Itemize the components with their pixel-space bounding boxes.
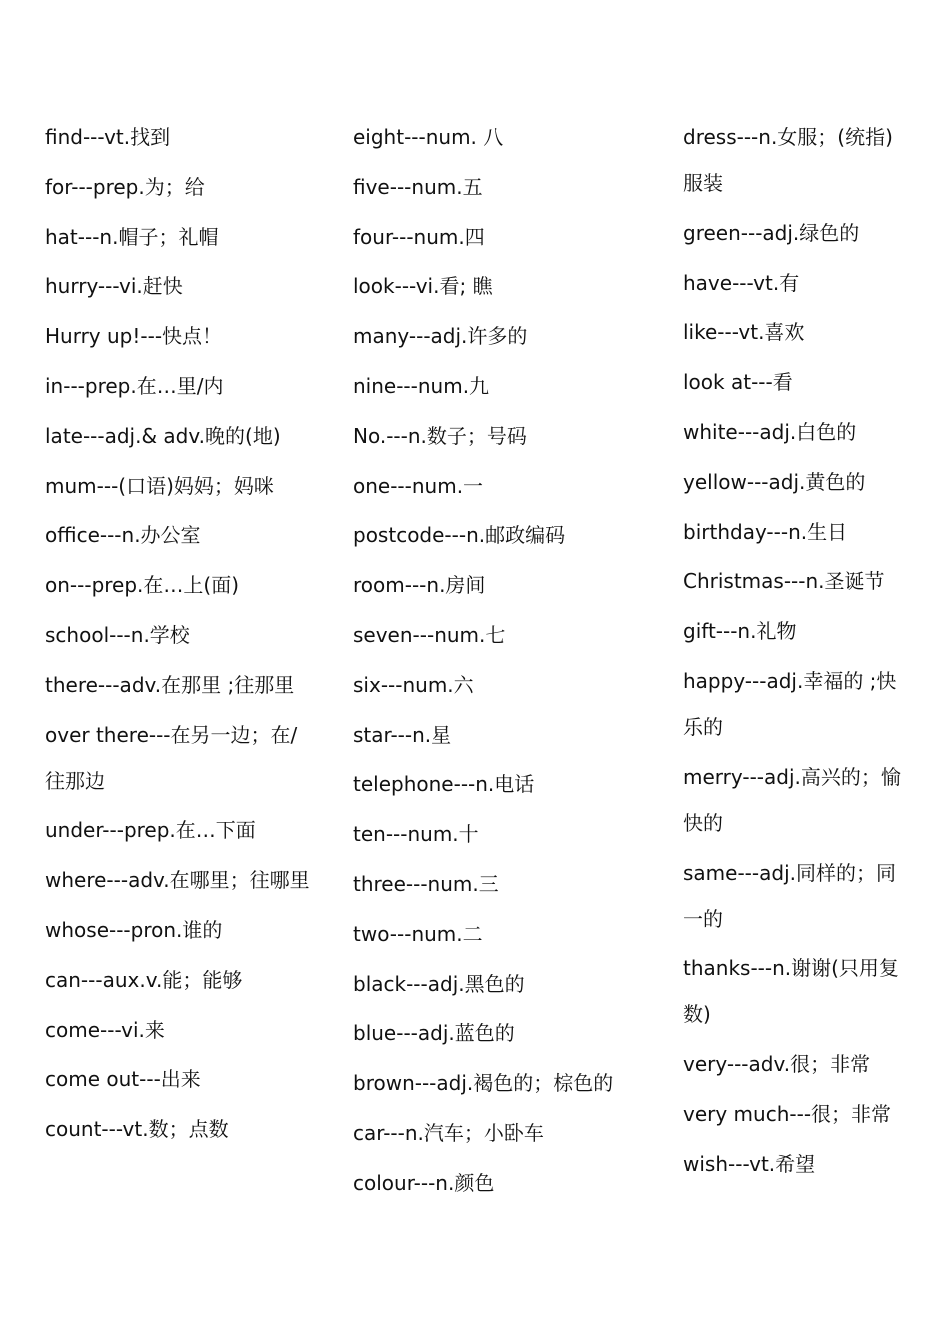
vocab-entry: No.---n.数子；号码 (353, 423, 527, 448)
vocab-entry: very much---很；非常 (683, 1101, 892, 1126)
vocab-entry: under---prep.在…下面 (45, 818, 256, 843)
vocab-entry: have---vt.有 (683, 270, 800, 295)
vocab-entry: gift---n.礼物 (683, 619, 797, 644)
vocab-entry: very---adv.很；非常 (683, 1052, 871, 1077)
vocab-entry: two---num.二 (353, 921, 483, 946)
vocab-entry: green---adj.绿色的 (683, 220, 860, 245)
vocab-entry: hurry---vi.赶快 (45, 274, 183, 299)
vocab-entry: brown---adj.褐色的；棕色的 (353, 1071, 614, 1096)
vocab-entry: black---adj.黑色的 (353, 971, 525, 996)
vocabulary-column-2 (353, 114, 653, 1210)
vocab-entry: eight---num. 八 (353, 125, 504, 149)
vocab-entry: nine---num.九 (353, 373, 490, 398)
vocab-entry: dress---n.女服；(统指)服装 (683, 125, 893, 195)
vocab-entry: telephone---n.电话 (353, 772, 535, 797)
vocab-entry: look---vi.看; 瞧 (353, 274, 493, 299)
vocab-entry: hat---n.帽子；礼帽 (45, 224, 219, 249)
vocab-entry: can---aux.v.能；能够 (45, 967, 243, 992)
vocab-entry: star---n.星 (353, 722, 452, 747)
vocab-entry: colour---n.颜色 (353, 1170, 495, 1195)
vocab-entry: like---vt.喜欢 (683, 320, 805, 345)
vocabulary-column-1 (45, 114, 315, 1156)
vocab-entry: look at---看 (683, 370, 793, 395)
vocab-entry: there---adv.在那里 ;往那里 (45, 672, 295, 697)
vocabulary-column-3 (683, 114, 911, 1191)
vocab-entry: white---adj.白色的 (683, 419, 857, 444)
vocab-entry: for---prep.为；给 (45, 174, 205, 199)
vocab-entry: thanks---n.谢谢(只用复数) (683, 956, 899, 1027)
vocab-entry: car---n.汽车；小卧车 (353, 1120, 544, 1145)
vocab-entry: where---adv.在哪里；往哪里 (45, 868, 310, 893)
vocab-entry: wish---vt.希望 (683, 1151, 816, 1176)
vocab-entry: six---num.六 (353, 672, 474, 697)
vocab-entry: find---vt.找到 (45, 125, 171, 149)
vocab-entry: late---adj.& adv.晚的(地) (45, 423, 281, 448)
vocab-entry: in---prep.在…里/内 (45, 373, 224, 398)
vocab-entry: birthday---n.生日 (683, 519, 848, 544)
vocab-entry: come---vi.来 (45, 1017, 165, 1042)
vocab-entry: room---n.房间 (353, 573, 486, 598)
vocab-entry: one---num.一 (353, 473, 484, 498)
vocab-entry: four---num.四 (353, 224, 485, 249)
vocab-entry: seven---num.七 (353, 622, 506, 647)
vocab-entry: postcode---n.邮政编码 (353, 523, 566, 548)
vocab-entry: come out---出来 (45, 1067, 201, 1092)
vocab-entry: on---prep.在…上(面) (45, 573, 240, 598)
vocab-entry: many---adj.许多的 (353, 324, 528, 349)
vocab-entry: three---num.三 (353, 871, 499, 896)
vocab-entry: ten---num.十 (353, 822, 479, 847)
vocab-entry: happy---adj.幸福的 ;快乐的 (683, 668, 897, 739)
vocab-entry: blue---adj.蓝色的 (353, 1021, 515, 1046)
vocab-entry: count---vt.数；点数 (45, 1117, 229, 1142)
vocab-entry: Hurry up!---快点！ (45, 324, 223, 349)
vocab-entry: mum---(口语)妈妈；妈咪 (45, 473, 274, 498)
vocab-entry: office---n.办公室 (45, 523, 201, 548)
vocab-entry: whose---pron.谁的 (45, 917, 223, 942)
vocab-entry: yellow---adj.黄色的 (683, 469, 866, 494)
vocab-entry: five---num.五 (353, 174, 483, 199)
vocab-entry: same---adj.同样的；同一的 (683, 860, 896, 931)
vocab-entry: school---n.学校 (45, 622, 190, 647)
vocab-entry: over there---在另一边；在/往那边 (45, 722, 298, 793)
vocab-entry: merry---adj.高兴的；愉快的 (683, 764, 901, 835)
vocab-entry: Christmas---n.圣诞节 (683, 569, 885, 594)
